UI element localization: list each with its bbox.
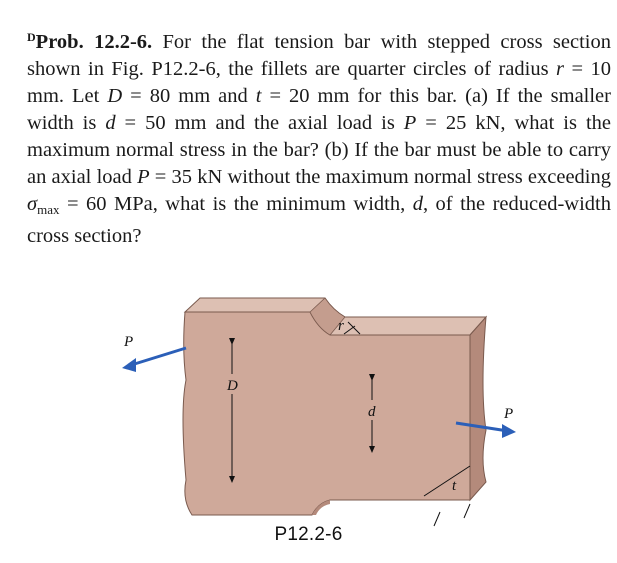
problem-number <box>27 31 152 53</box>
var-sigma: σ <box>27 193 38 215</box>
r-value: = 10 mm. Let <box>27 58 612 107</box>
label-P-left: P <box>124 334 134 350</box>
problem-intro: For the flat tension bar with stepped cross section shown in Fig. P12.2-6, the fillets are quarter circles of radius <box>27 31 612 80</box>
load-arrow-left <box>128 348 186 366</box>
bar-front-face <box>183 312 470 515</box>
var-d: d <box>105 112 116 134</box>
var-r: r <box>556 58 565 80</box>
var-P: P <box>403 112 417 134</box>
problem-id: Prob. 12.2-6. <box>35 31 153 53</box>
sigma-subscript: max <box>37 202 60 217</box>
label-t: t <box>452 478 457 494</box>
label-r: r <box>338 318 344 334</box>
label-P-right: P <box>504 406 514 422</box>
var-P2: P <box>137 166 150 188</box>
difficulty-superscript: D <box>27 30 36 44</box>
t-extension-2 <box>464 504 470 518</box>
load-arrowhead-right <box>502 424 516 438</box>
figure-caption: P12.2-6 <box>274 524 343 545</box>
P2-value: = 35 kN without the maximum normal stress exceeding <box>149 166 612 188</box>
var-D: D <box>107 85 123 107</box>
d-value: = 50 mm and the axial load is <box>115 112 404 134</box>
stepped-bar-figure <box>0 290 617 563</box>
sigma-value: = 60 MPa, what is the minimum width, <box>59 193 413 215</box>
label-D: D <box>227 378 238 394</box>
var-d2: d <box>412 193 423 215</box>
t-value: = 20 mm for this bar. (a) If the smaller width is <box>27 85 611 134</box>
var-t: t <box>255 85 262 107</box>
problem-statement <box>27 24 611 250</box>
P-value: = 25 kN, what is the maximum normal stress in the bar? (b) If the bar must be able to carry an axial load <box>27 112 612 188</box>
problem-ending: , of the reduced-width cross section? <box>27 193 611 247</box>
bar-right-face <box>470 317 486 500</box>
label-d: d <box>368 404 376 420</box>
load-arrowhead-left <box>122 358 136 372</box>
D-value: = 80 mm and <box>122 85 256 107</box>
